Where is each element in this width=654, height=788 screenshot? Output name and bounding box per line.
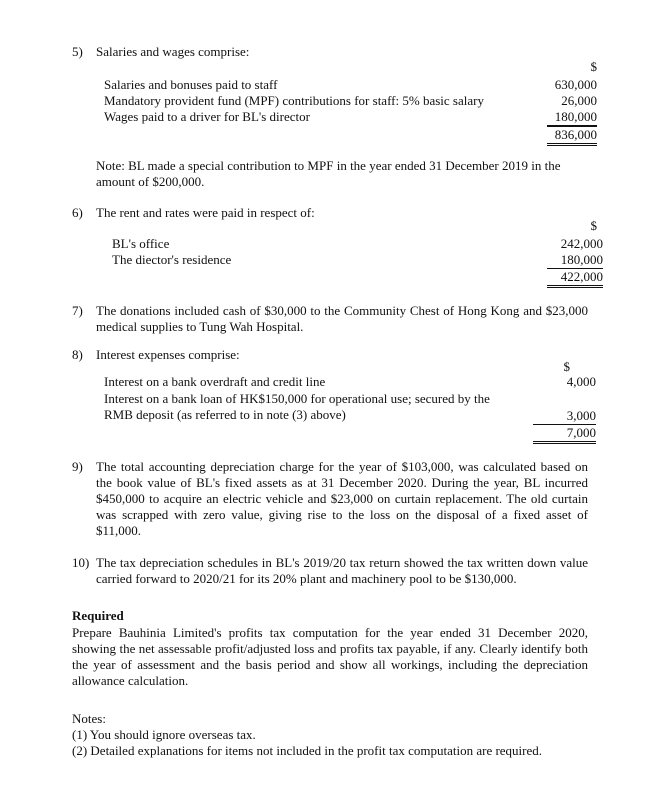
note-8-item-amount: 3,000 <box>533 408 596 425</box>
note-9-number: 9) <box>72 459 83 474</box>
required-heading: Required <box>72 608 124 623</box>
note-5-title: Salaries and wages comprise: <box>96 44 250 59</box>
note-5-item-label: Wages paid to a driver for BL's director <box>104 109 310 124</box>
note-5-item-label: Salaries and bonuses paid to staff <box>104 77 278 92</box>
note-6-item-amount: 242,000 <box>560 236 603 251</box>
note-10-text: The tax depreciation schedules in BL's 2019/20 tax return showed the tax written down value carried forward to 2020/21 for its 20% plant and machinery pool to be $130,000. <box>96 555 588 586</box>
note-6-item-label: The diector's residence <box>112 252 232 267</box>
note-6-total: 422,000 <box>547 268 603 288</box>
note-8-item-amount: 4,000 <box>566 374 596 389</box>
note-5-currency: $ <box>590 59 597 74</box>
note-5-number: 5) <box>72 44 83 59</box>
note-5-item-amount: 26,000 <box>561 93 597 108</box>
note-6-currency: $ <box>590 218 597 233</box>
note-9-text: The total accounting depreciation charge for the year of $103,000, was calculated based on the book value of BL's fixed assets as at 31 December 2020. During the year, BL incurred $450,000 to acquire an electric vehicle and $23,000 on curtain replacement. The old curtain was scrapped with zero value, giving rise to the loss on the disposal of a fixed asset of $11,000. <box>96 459 588 538</box>
note-8-total: 7,000 <box>533 424 596 444</box>
note-5-remark-line-1: Note: BL made a special contribution to MPF in the year ended 31 December 2019 in the <box>96 158 561 173</box>
notes-item: (1) You should ignore overseas tax. <box>72 727 256 742</box>
note-5-remark-line-2: amount of $200,000. <box>96 174 205 189</box>
required-text: Prepare Bauhinia Limited's profits tax computation for the year ended 31 December 2020, showing the net assessable profit/adjusted loss and profits tax payable, if any. Clearly identify both the year of assessment and the basis period and show all workings, including the depreciation allowance calculation. <box>72 625 588 688</box>
note-7-text: The donations included cash of $30,000 to the Community Chest of Hong Kong and $23,000 medical supplies to Tung Wah Hospital. <box>96 303 588 334</box>
note-10-number: 10) <box>72 555 90 570</box>
note-6-number: 6) <box>72 205 83 220</box>
note-8-item-label-line-1: Interest on a bank loan of HK$150,000 for operational use; secured by the <box>104 391 490 406</box>
note-6-item-amount: 180,000 <box>547 252 603 269</box>
note-5-item-label: Mandatory provident fund (MPF) contributions for staff: 5% basic salary <box>104 93 484 108</box>
notes-heading: Notes: <box>72 711 106 726</box>
note-8-item-label-line-2: RMB deposit (as referred to in note (3) above) <box>104 407 346 422</box>
note-8-currency: $ <box>563 359 570 374</box>
note-5-total: 836,000 <box>547 126 597 146</box>
note-5-item-amount: 180,000 <box>547 109 597 126</box>
note-8-item-label: Interest on a bank overdraft and credit line <box>104 374 326 389</box>
note-5-item-amount: 630,000 <box>554 77 597 92</box>
note-6-item-label: BL's office <box>112 236 170 251</box>
note-6-title: The rent and rates were paid in respect of: <box>96 205 315 220</box>
notes-item: (2) Detailed explanations for items not included in the profit tax computation are required. <box>72 743 543 758</box>
note-8-title: Interest expenses comprise: <box>96 347 240 362</box>
note-8-number: 8) <box>72 347 83 362</box>
note-7-number: 7) <box>72 303 83 318</box>
